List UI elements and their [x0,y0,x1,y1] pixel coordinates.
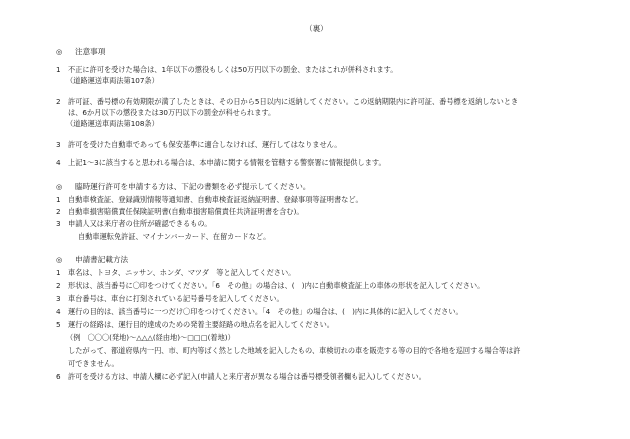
item-text: は、6か月以下の懲役または30万円以下の罰金が科せられます。 [68,108,276,117]
item-number: 3 [56,140,61,149]
item-text: （例 〇〇〇(発地)～△△△(経由地)～□□□(着地)） [66,333,235,342]
item-number: 1 [56,65,61,74]
item-text: 車名は、トヨタ、ニッサン、ホンダ、マツダ 等と記入してください。 [68,268,296,277]
item-text: 許可を受ける方は、申請人欄に必ず記入(申請人と来庁者が異なる場合は番号標受領者欄も記入)してください。 [68,372,426,381]
item-number: 4 [56,307,61,316]
item-number: 2 [56,281,61,290]
item-number: 2 [56,97,61,106]
item-text: 許可を受けた自動車であっても保安基準に適合しなければ、運行してはなりません。 [68,140,342,149]
item-number: 4 [56,158,61,167]
item-number: 5 [56,320,61,329]
item-text: （道路運送車両法第108条） [66,119,159,128]
section-marker: ◎ [56,255,63,264]
item-text: 可できません。 [68,359,119,368]
page-title: （裏） [305,24,328,33]
item-text: 自動車損害賠償責任保険証明書(自動車損害賠償責任共済証明書を含む)。 [68,207,304,216]
item-number: 3 [56,294,61,303]
item-text: 許可証、番号標の有効期限が満了したときは、その日から5日以内に返納してください。この返納期限内に許可証、番号標を返納しないとき [68,97,519,106]
item-number: 2 [56,207,61,216]
section-heading: 臨時運行許可を申請する方は、下記の書類を必ず提示してください。 [75,182,311,191]
section-marker: ◎ [56,182,63,191]
item-number: 6 [56,372,61,381]
item-text: 形状は、該当番号に〇印をつけてください。「6 その他」の場合は、( )内に自動車検査証上の車体の形状を記入してください。 [68,281,485,290]
item-number: 1 [56,268,61,277]
item-text: 運行の目的は、該当番号に一つだけ〇印をつけてください。「4 その他」の場合は、( )内に具体的に記入してください。 [68,307,463,316]
item-text: 運行の経路は、運行目的達成のための発着主要経路の地点名を記入してください。 [68,320,334,329]
section-heading: 注意事項 [75,47,106,56]
item-text: したがって、都道府県内一円、市、町内等ばく然とした地域を記入したもの、車検切れの車を販売する等の目的で各地を巡回する場合等は許 [68,346,521,355]
item-number: 1 [56,195,61,204]
item-text: 上記1～3に該当すると思われる場合は、本申請に関する情報を管轄する警察署に情報提供します。 [68,158,386,167]
item-text: 不正に許可を受けた場合は、1年以下の懲役もしくは50万円以下の罰金、またはこれが併科されます。 [68,65,398,74]
item-text: 自動車検査証、登録識別情報等通知書、自動車検査証返納証明書、登録事項等証明書など。 [68,195,363,204]
item-text: 車台番号は、車台に打刻されている記号番号を記入してください。 [68,294,284,303]
item-text: 自動車運転免許証、マイナンバーカード、在留カードなど。 [78,232,271,241]
item-number: 3 [56,219,61,228]
section-heading: 申請書記載方法 [75,255,129,264]
item-text: （道路運送車両法第107条） [66,76,159,85]
item-text: 申請人又は来庁者の住所が確認できるもの。 [68,219,212,228]
section-marker: ◎ [56,47,63,56]
